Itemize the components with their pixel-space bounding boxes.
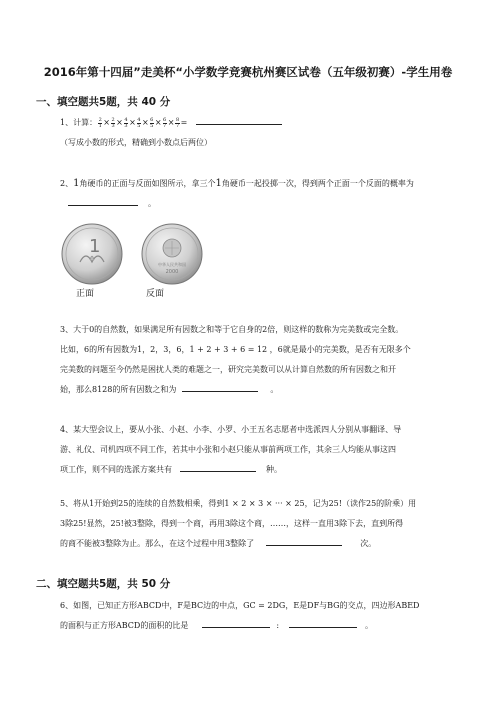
coin-back-label: 反面 [146, 289, 165, 299]
fraction-denominator: 7 [163, 122, 167, 129]
fraction [111, 118, 115, 129]
times-sign: × [116, 118, 123, 127]
q3-line2: 比如，6的所有因数为1，2，3，6，1 + 2 + 3 + 6 = 12 ，6就是最小的完美数，是否有无限多个 [60, 345, 411, 354]
question-6 [60, 596, 442, 636]
fraction-denominator: 3 [111, 122, 115, 129]
times-sign: × [129, 118, 136, 127]
coins-figure [60, 222, 205, 286]
q1-answer-blank[interactable] [196, 114, 282, 125]
coin-front [62, 224, 122, 284]
coin-front-label: 正面 [76, 289, 95, 299]
q6-line1: 6、如图，已知正方形ABCD中，F是BC边的中点，GC = 2DG，E是DF与BG的交点，四边形ABED [60, 601, 420, 610]
q2-end: 。 [148, 199, 156, 208]
fraction [137, 118, 141, 129]
q6-answer-blank-2[interactable] [289, 617, 357, 628]
fraction-numerator: 2 [111, 116, 115, 123]
times-sign: × [141, 118, 149, 127]
fraction-numerator: 2 [98, 116, 102, 123]
q5-end: 次。 [360, 539, 377, 548]
q6-line2-text: 的面积与正方形ABCD的面积的比是 [60, 621, 189, 630]
q4-end: 种。 [266, 465, 282, 474]
fraction [150, 118, 154, 129]
question-5 [60, 494, 442, 554]
q2-number: 2、 [60, 179, 74, 188]
q3-line4 [60, 380, 442, 400]
q1-expression [97, 118, 181, 127]
question-4 [60, 420, 442, 480]
q1-note: （写成小数的形式，精确到小数点后两位） [60, 138, 212, 147]
coin-front-digit: 1 [89, 236, 101, 257]
fraction [124, 118, 128, 129]
q5-line1: 5、将从1开始到25的连续的自然数相乘，得到1 × 2 × 3 × ··· × 25，记为25!（读作25的阶乘）用 [60, 499, 417, 508]
fraction [98, 118, 102, 129]
fraction-denominator: 3 [124, 122, 128, 129]
question-3 [60, 320, 442, 400]
q4-line1: 4、某大型会议上，要从小张、小赵、小李、小罗、小王五名志愿者中选派四人分别从事翻译、导 [60, 425, 402, 434]
q2-text-c: 角硬币一起投掷一次，得到两个正面一个反面的概率为 [221, 179, 414, 188]
fraction-denominator: 1 [98, 122, 102, 129]
fraction-numerator: 6 [163, 116, 167, 123]
fraction-numerator: 4 [137, 116, 141, 123]
q4-line2: 游、礼仪、司机四项不同工作，若其中小张和小赵只能从事前两项工作，其余三人均能从事这四 [60, 445, 396, 454]
fraction [175, 118, 179, 129]
q6-line2 [60, 616, 442, 636]
question-2 [60, 174, 442, 214]
exam-title: 2016年第十四届”走美杯“小学数学竞赛杭州赛区试卷（五年级初赛）-学生用卷 [43, 65, 453, 79]
fraction-denominator: 7 [175, 122, 180, 129]
q3-line4-text: 始，那么8128的所有因数之和为 [60, 385, 177, 394]
times-sign: × [103, 118, 110, 127]
q5-line2: 3除25!显然，25!被3整除，得到一个商，再用3除这个商，……，这样一直用3除下去，直到所得 [60, 519, 404, 528]
section-heading-1: 一、填空题共5题，共 40 分 [36, 96, 171, 108]
q4-answer-blank[interactable] [180, 461, 256, 472]
times-sign: × [154, 118, 162, 127]
fraction-numerator: 8 [175, 116, 180, 123]
q4-line3-text: 项工作，则不同的选派方案共有 [60, 465, 172, 474]
q5-answer-blank[interactable] [266, 535, 342, 546]
fraction [163, 118, 167, 129]
fraction-denominator: 5 [150, 122, 154, 129]
q2-answer-blank[interactable] [68, 195, 138, 206]
q6-colon: : [276, 621, 280, 630]
coin-back-text: 中华人民共和国 [158, 262, 186, 267]
q5-line3-text: 的商不能被3整除为止。那么，在这个过程中用3整除了 [60, 539, 255, 548]
q6-answer-blank-1[interactable] [202, 617, 270, 628]
coin-back [142, 224, 202, 284]
question-1 [60, 113, 442, 153]
fraction-numerator: 6 [150, 116, 154, 123]
coin-back-year: 2000 [165, 269, 179, 275]
q2-num1: 1 [73, 178, 80, 189]
q2-num2: 1 [215, 178, 222, 189]
q3-end: 。 [270, 385, 279, 394]
section-heading-2: 二、填空题共5题，共 50 分 [36, 578, 171, 590]
q3-line1: 3、大于0的自然数，如果满足所有因数之和等于它自身的2倍，则这样的数称为完美数或完全数。 [60, 325, 404, 334]
q5-line3 [60, 534, 442, 554]
q3-line3: 完美数的问题至今仍然是困扰人类的难题之一，研究完美数可以从计算自然数的所有因数之和开 [60, 365, 396, 374]
times-sign: × [167, 118, 175, 127]
q2-text-b: 角硬币的正面与反面如图所示，拿三个 [79, 179, 216, 188]
fraction-denominator: 5 [137, 122, 141, 129]
fraction-numerator: 4 [124, 116, 128, 123]
q3-answer-blank[interactable] [182, 381, 258, 392]
q6-end: 。 [365, 621, 374, 630]
q4-line3 [60, 460, 442, 480]
q1-prefix: 1、计算： [60, 118, 98, 127]
q1-equals: = [180, 118, 188, 127]
